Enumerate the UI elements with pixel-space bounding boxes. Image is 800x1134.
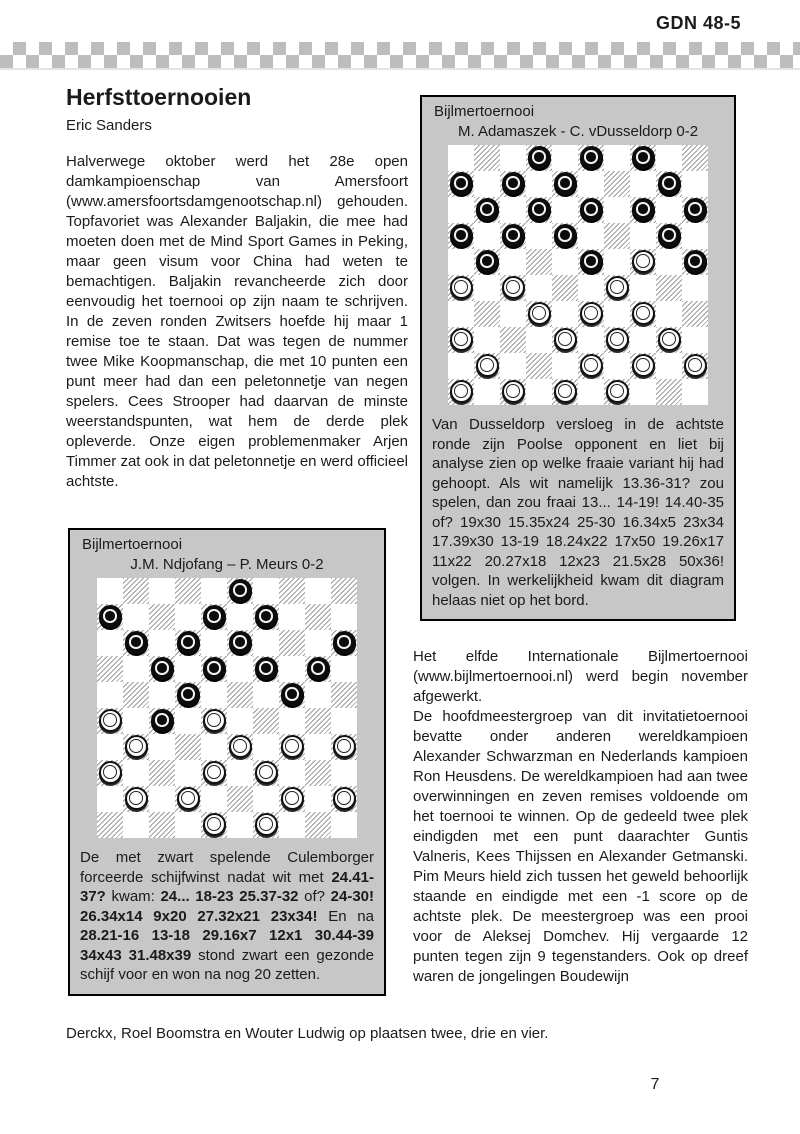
board-square [578,353,604,379]
board-square [630,171,656,197]
board-square [630,379,656,405]
board-square [552,327,578,353]
board-square [331,630,357,656]
board-square [526,197,552,223]
white-piece [580,354,603,377]
board-square [331,812,357,838]
board-square [552,197,578,223]
board-square [474,327,500,353]
white-piece [450,276,473,299]
board-square [682,275,708,301]
board-square [552,223,578,249]
board-square [253,578,279,604]
black-piece [255,605,278,628]
board-square [630,197,656,223]
board-square [279,812,305,838]
board-square [201,786,227,812]
board-square [305,812,331,838]
move-notation: 24.41-37? [80,868,374,905]
black-piece [502,224,525,247]
board-square [474,353,500,379]
white-piece [99,709,122,732]
board-square [578,327,604,353]
board-square [552,171,578,197]
white-piece [255,813,278,836]
white-piece [502,276,525,299]
board-square [253,656,279,682]
board-square [149,604,175,630]
board-square [526,223,552,249]
board-square [201,708,227,734]
board-square [448,379,474,405]
board-square [123,604,149,630]
board-square [656,379,682,405]
black-piece [229,631,252,654]
board-square [604,379,630,405]
board-square [227,656,253,682]
board-square [227,812,253,838]
board-square [552,145,578,171]
white-piece [99,761,122,784]
board-square [448,223,474,249]
board-square [474,249,500,275]
white-piece [203,761,226,784]
black-piece [255,657,278,680]
white-piece [125,735,148,758]
board-square [253,734,279,760]
board-square [682,327,708,353]
white-piece [229,735,252,758]
board-square [201,578,227,604]
diagram-box-right [420,95,736,621]
black-piece [229,579,252,602]
board-square [604,327,630,353]
board-square [149,734,175,760]
board-square [201,760,227,786]
black-piece [632,198,655,221]
board-square [123,656,149,682]
board-square [630,301,656,327]
board-square [500,301,526,327]
board-square [526,327,552,353]
board-square [97,760,123,786]
board-square [500,275,526,301]
black-piece [203,605,226,628]
board-square [474,275,500,301]
black-piece [203,657,226,680]
board-square [331,656,357,682]
board-square [331,760,357,786]
board-square [630,145,656,171]
board-square [552,249,578,275]
board-square [123,734,149,760]
board-square [253,630,279,656]
black-piece [580,198,603,221]
board-square [305,630,331,656]
white-piece [476,354,499,377]
board-square [656,197,682,223]
board-square [500,249,526,275]
board-square [305,682,331,708]
board-square [149,708,175,734]
draughts-board-right [448,145,708,405]
black-piece [151,709,174,732]
board-square [604,223,630,249]
board-square [123,578,149,604]
board-square [253,604,279,630]
black-piece [450,224,473,247]
black-piece [554,172,577,195]
board-square [123,682,149,708]
black-piece [684,250,707,273]
board-square [305,708,331,734]
board-square [331,734,357,760]
board-square [448,197,474,223]
board-square [578,197,604,223]
board-square [552,301,578,327]
board-square [682,249,708,275]
board-square [604,353,630,379]
right-column-paragraph-1: Het elfde Internationale Bijlmertoernooi (www.bijlmertoernooi.nl) werd begin november afgewerkt. [413,648,748,705]
board-square [682,353,708,379]
board-square [305,578,331,604]
board-square [500,353,526,379]
page-number: 7 [650,1076,660,1093]
board-square [227,786,253,812]
checkerboard-banner [0,42,800,70]
board-square [201,630,227,656]
board-square [448,249,474,275]
board-square [682,171,708,197]
move-notation: 24... 18-23 25.37-32 [160,888,299,905]
white-piece [632,302,655,325]
board-square [279,604,305,630]
board-square [123,812,149,838]
board-square [149,656,175,682]
board-square [123,786,149,812]
board-square [123,630,149,656]
analysis-text: kwam: [105,888,161,905]
board-square [682,379,708,405]
board-square [656,171,682,197]
black-piece [684,198,707,221]
board-square [149,760,175,786]
white-piece [203,813,226,836]
black-piece [528,198,551,221]
move-notation: 24-30! 26.34x14 9x20 27.32x21 23x34! [80,888,374,925]
board-square [656,145,682,171]
black-piece [658,172,681,195]
board-square [227,708,253,734]
board-square [149,812,175,838]
board-square [279,682,305,708]
board-square [682,301,708,327]
intro-paragraph: Halverwege oktober werd het 28e open damkampioenschap van Amersfoort (www.amersfoortsdamgenootschap.nl) gehouden. Topfavoriet was Alexander Baljakin, die mee had moeten doen met de Mind Sport Games in Peking, maar geen visum voor China had weten te bemachtigen. Baljakin revancheerde zich door eenvoudig het toernooi op zijn naam te schrijven. In de zeven ronden Zwitsers hoefde hij maar 1 remise toe te staan. Dat was tegen de nummer twee Mike Koopmanschap, die met 10 punten een punt meer had dan een peletonnetje van negen spelers. Cees Strooper had daarvan de minste weerstandspunten, wat hem de derde plek opleverde. Onze eigen problemenmaker Arjen Timmer zat ook in dat peletonnetje en werd officieel achtste. [66,153,408,490]
black-piece [658,224,681,247]
black-piece [177,683,200,706]
board-square [227,682,253,708]
move-notation: 28.21-16 13-18 29.16x7 12x1 30.44-39 34x43 31.48x39 [80,927,374,964]
board-square [305,656,331,682]
white-piece [554,380,577,403]
board-square [578,301,604,327]
board-square [279,708,305,734]
board-square [279,578,305,604]
board-square [279,656,305,682]
board-square [578,145,604,171]
article-title: Herfsttoernooien [66,84,252,110]
board-square [175,708,201,734]
black-piece [502,172,525,195]
black-piece [580,146,603,169]
board-square [604,301,630,327]
black-piece [177,631,200,654]
board-square [253,760,279,786]
board-square [253,786,279,812]
white-piece [450,380,473,403]
black-piece [554,224,577,247]
board-square [97,604,123,630]
black-piece [307,657,330,680]
black-piece [99,605,122,628]
analysis-text: stond zwart een gezonde schijf voor en won na nog 20 zetten. [80,946,374,983]
board-square [526,379,552,405]
board-square [656,353,682,379]
white-piece [502,380,525,403]
board-square [331,578,357,604]
board-square [253,708,279,734]
board-square [656,275,682,301]
board-square [97,708,123,734]
board-square [604,145,630,171]
board-square [279,786,305,812]
black-piece [125,631,148,654]
board-square [526,145,552,171]
board-square [175,656,201,682]
diagram-subtitle: J.M. Ndjofang – P. Meurs 0-2 [130,556,324,573]
board-square [604,171,630,197]
board-square [448,171,474,197]
draughts-board-left [97,578,357,838]
board-square [305,604,331,630]
board-square [448,327,474,353]
board-square [279,630,305,656]
board-square [448,145,474,171]
board-square [253,812,279,838]
board-square [97,812,123,838]
board-square [500,171,526,197]
white-piece [125,787,148,810]
board-square [474,223,500,249]
diagram-title: Bijlmertoernooi [434,103,535,120]
white-piece [632,250,655,273]
board-square [552,275,578,301]
board-square [201,682,227,708]
board-square [526,275,552,301]
board-square [201,812,227,838]
board-square [604,197,630,223]
board-square [526,301,552,327]
board-square [630,223,656,249]
white-piece [333,787,356,810]
black-piece [632,146,655,169]
board-square [578,223,604,249]
diagram-box-left [68,528,386,996]
board-square [500,145,526,171]
board-square [578,275,604,301]
board-square [123,708,149,734]
board-square [175,604,201,630]
board-square [448,275,474,301]
black-piece [151,657,174,680]
black-piece [333,631,356,654]
board-square [474,197,500,223]
board-square [149,786,175,812]
white-piece [333,735,356,758]
black-piece [476,198,499,221]
board-square [97,734,123,760]
white-piece [528,302,551,325]
analysis-text: of? [298,888,331,905]
board-square [149,630,175,656]
board-square [253,682,279,708]
board-square [201,604,227,630]
board-square [175,786,201,812]
board-square [279,760,305,786]
black-piece [450,172,473,195]
board-square [500,379,526,405]
issue-label: GDN 48-5 [655,13,741,33]
board-square [305,734,331,760]
white-piece [203,709,226,732]
board-square [123,760,149,786]
black-piece [281,683,304,706]
white-piece [606,328,629,351]
board-square [526,249,552,275]
board-square [201,656,227,682]
diagram-title: Bijlmertoernooi [82,536,183,553]
board-square [474,379,500,405]
board-square [331,604,357,630]
board-square [97,656,123,682]
board-square [500,327,526,353]
board-square [474,171,500,197]
board-square [630,275,656,301]
board-square [227,604,253,630]
board-square [201,734,227,760]
white-piece [684,354,707,377]
board-square [331,682,357,708]
board-square [97,786,123,812]
board-square [500,197,526,223]
white-piece [606,380,629,403]
black-piece [580,250,603,273]
board-square [149,578,175,604]
board-square [175,630,201,656]
board-square [630,353,656,379]
board-square [656,301,682,327]
white-piece [606,276,629,299]
board-square [578,249,604,275]
board-square [630,327,656,353]
board-square [279,734,305,760]
article-author: Eric Sanders [66,117,152,134]
board-square [175,812,201,838]
board-square [97,578,123,604]
board-square [682,197,708,223]
board-square [500,223,526,249]
board-square [604,249,630,275]
black-piece [528,146,551,169]
diagram-subtitle: M. Adamaszek - C. vDusseldorp 0-2 [457,123,699,140]
board-square [175,734,201,760]
white-piece [554,328,577,351]
board-square [175,760,201,786]
right-column-paragraph-2: De hoofdmeestergroep van dit invitatietoernooi bevatte onder anderen wereldkampioen Alexander Schwarzman en Nederlands kampioen Ron Heusdens. De wereldkampioen had aan twee overwinningen en zeven remises voldoende om het toernooi te winnen. Op de gedeeld twee plek eindigden met een punt daarachter Guntis Valneris, Kees Thijssen en Alexander Getmanski. Pim Meurs hield zich tussen het geweld behoorlijk staande en eindigde met een -1 score op de achtste plek. De meestergroep was een prooi voor de Aleksej Domchev. Hij vergaarde 12 punten tegen zijn 9 tegenstanders. Ook op dreef waren de jongelingen Boudewijn [413,708,748,985]
board-square [630,249,656,275]
board-square [656,327,682,353]
diagram-analysis [80,848,374,985]
board-square [682,145,708,171]
board-square [227,734,253,760]
white-piece [177,787,200,810]
analysis-text: De met zwart spelende Culemborger forceerde schijfwinst nadat wit met [80,849,374,886]
diagram-analysis [432,415,724,610]
board-square [175,682,201,708]
board-square [604,275,630,301]
board-square [656,223,682,249]
board-square [656,249,682,275]
white-piece [450,328,473,351]
board-square [227,630,253,656]
board-square [331,786,357,812]
board-square [578,171,604,197]
board-square [448,301,474,327]
white-piece [658,328,681,351]
white-piece [580,302,603,325]
analysis-text: Van Dusseldorp versloeg in de achtste ronde zijn Poolse opponent en liet bij analyse zien op welke fraaie variant hij had gehoopt. Als wit namelijk 13.36-31? zou spelen, dan zou fraai 13... 14-19! 14.40-35 of? 19x30 15.35x24 25-30 16.34x5 23x34 17.39x30 13-19 18.24x22 17x50 19.26x17 11x22 20.27x18 12x23 21.5x28 50x36! volgen. In werkelijkheid kwam dit diagram helaas niet op het bord. [432,416,724,609]
board-square [526,171,552,197]
board-square [97,682,123,708]
board-square [331,708,357,734]
board-square [97,630,123,656]
white-piece [632,354,655,377]
white-piece [281,735,304,758]
board-square [552,353,578,379]
board-square [448,353,474,379]
board-square [227,760,253,786]
board-square [149,682,175,708]
analysis-text: En na [317,907,374,925]
board-square [526,353,552,379]
board-square [682,223,708,249]
board-square [552,379,578,405]
white-piece [281,787,304,810]
bottom-continuation-line: Derckx, Roel Boomstra en Wouter Ludwig op plaatsen twee, drie en vier. [66,1025,549,1042]
board-square [175,578,201,604]
black-piece [476,250,499,273]
board-square [305,786,331,812]
board-square [474,145,500,171]
board-square [474,301,500,327]
board-square [305,760,331,786]
board-square [578,379,604,405]
board-square [227,578,253,604]
white-piece [255,761,278,784]
